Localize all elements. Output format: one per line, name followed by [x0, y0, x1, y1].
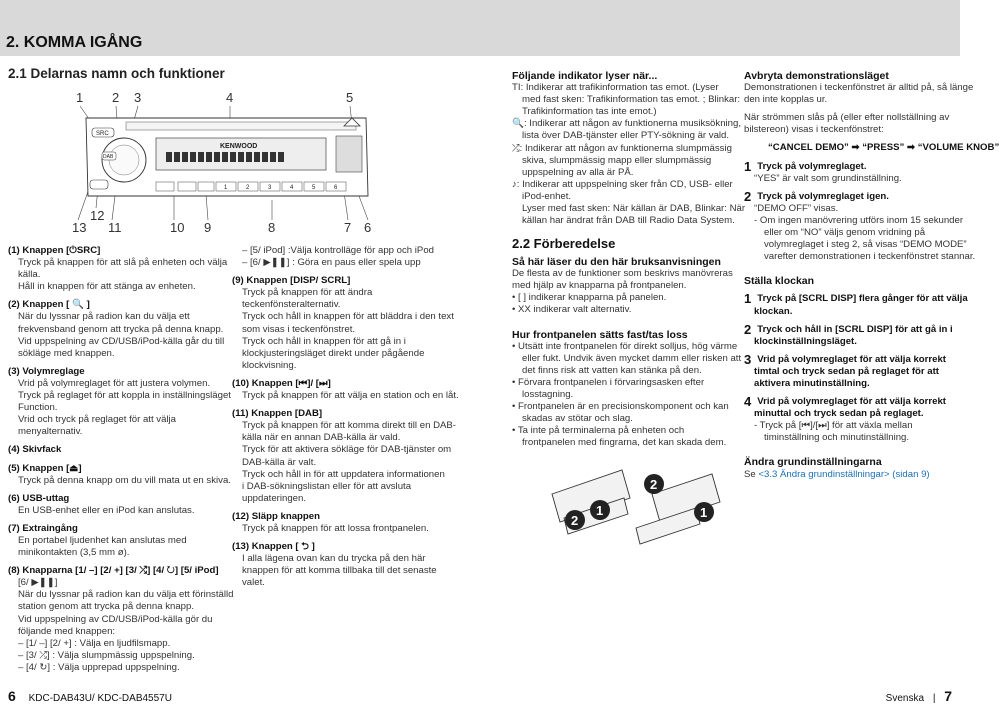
clock-title: Ställa klockan	[744, 275, 815, 288]
callout-4: 4	[226, 90, 234, 105]
callout-12: 12	[90, 208, 105, 223]
model-number: KDC-DAB43U/ KDC-DAB4557U	[28, 693, 172, 704]
usb-cover	[336, 136, 362, 172]
footer-right: Svenska | 7	[885, 688, 952, 704]
preparation-section: 2.2 Förberedelse Så här läser du den här bruksanvisningen De flesta av de funktioner som beskrivs manövreras med hjälp av knapparna på frontpanelen. • [ ] indikerar knapparna på panelen. • XX indikerar valt alternativ. Hur frontpanelen sätts fast/tas loss • Utsätt inte frontpanelen för direkt solljus, hög värme eller fukt. Undvik även mycket damm eller risken att det finns risk att vatten kan stänka på den. • Förvara frontpanelen i förvaringsasken efter losstagning. • Frontpanelen är en precisionskomponent och kan skadas av stötar och slag. • Ta inte på terminalerna på enheten och frontpanelen med fingrarna, det kan skada dem.	[512, 236, 742, 449]
callout-5: 5	[346, 90, 354, 105]
callout-13: 13	[72, 220, 87, 235]
indicators-col3: Följande indikator lyser när... TI: Indikerar att trafikinformation tas emot. (Lyser med fast sken: Trafikinformation tas emot. ; Blinkar: Trafikinformation tas inte emot.) 🔍: Indikerar att någon av funktionerna musiksökning, lista över DAB-tjänster eller PTY-sökning är vald. ⤮: Indikerar att någon av funktionerna slumpmässig skiva, slumpmässig mapp eller slumpmässig uppspelning av alla är PÅ. ♪: Indikerar att uppspelning sker från CD, USB- eller iPod-enhet. Lyser med fast sken: När källan är DAB, Blinkar: När källan har ändrat från DAB till Radio Data System.	[512, 70, 746, 227]
release-button	[90, 180, 108, 189]
callout-7: 7	[344, 220, 352, 235]
brand-logo: KENWOOD	[220, 143, 258, 150]
demo-sequence: “CANCEL DEMO” ➡ “PRESS” ➡ “VOLUME KNOB”	[768, 142, 999, 154]
read-manual-title: Så här läser du den här bruksanvisningen	[512, 256, 721, 269]
clock-step-1: 1 Tryck på [SCRL DISP] flera gånger för att välja	[744, 291, 968, 307]
indicator-title: Följande indikator lyser när...	[512, 70, 658, 82]
callout-6: 6	[364, 220, 372, 235]
demo-step-2: 2 Tryck på volymreglaget igen.	[744, 188, 889, 204]
illus-num-2b: 2	[650, 477, 658, 492]
clock-step-4: 4 Vrid på volymreglaget för att välja korrekt	[744, 394, 946, 410]
svg-text:1: 1	[224, 185, 228, 191]
clock-step-3: 3 Vrid på volymreglaget för att välja korrekt	[744, 351, 946, 367]
callout-10: 10	[170, 220, 185, 235]
illus-num-2a: 2	[571, 513, 579, 528]
demo-clock-col4: Avbryta demonstrationsläget Demonstrationen i teckenfönstret är alltid på, så länge den inte kopplas ur. När strömmen slås på (eller efter nollställning av bilstereon) visas i teckenfönstret: “CANCEL DEMO” ➡ “PRESS” ➡ “VOLUME KNOB” 1 Tryck på volymreglaget. “YES” är valt som grundinställning. 2 Tryck på volymreglaget igen. “DEMO OFF” visas. - Om ingen manövrering utförs inom 15 sekunder eller om “NO” väljs genom vridning på volymreglaget i steg 2, så visas “DEMO MODE” varefter demonstrationen i teckenfönstret stannar. Ställa klockan 1 Tryck på [SCRL DISP] flera gånger för att välja klockan. 2 Tryck och håll in [SCRL DISP] för att gå in i klockinställningsläget. 3 Vrid på volymreglaget för att välja korrekt timtal och tryck sedan på reglaget för att aktivera minutinställning. 4 Vrid på volymreglaget för att välja korrekt minuttal och tryck sedan på reglaget. - Tryck på [⏮]/[⏭] för att växla mellan timinställning och minutinställning. Ändra grundinställningarna Se <3.3 Ändra grundinställningar> (sidan 9)	[744, 70, 999, 480]
svg-text:4: 4	[290, 185, 294, 191]
page-number-left: 6	[8, 688, 16, 704]
illus-num-1a: 1	[596, 503, 604, 518]
stereo-faceplate	[86, 118, 368, 196]
callout-11: 11	[108, 220, 122, 235]
demo-title: Avbryta demonstrationsläget	[744, 70, 889, 82]
faceplate-attach-illustration	[512, 458, 732, 558]
page-number-right: 7	[944, 688, 952, 704]
parts-list-col1: (1) Knappen [⏻SRC] Tryck på knappen för att slå på enheten och välja källa. Håll in knappen för att stänga av enheten. (2) Knappen [ 🔍 ] När du lyssnar på radion kan du välja ett frekvensband genom att trycka på denna knapp. Vid uppspelning av CD/USB/iPod-källa går du till sökläge med knappen. (3) Volymreglage Vrid på volymreglaget för att justera volymen. Tryck på reglaget för att koppla in inställningsläget Function. Vrid och tryck på reglaget för att välja menyalternativ. (4) Skivfack (5) Knappen [⏏] Tryck på denna knapp om du vill mata ut en skiva. (6) USB-uttag En USB-enhet eller en iPod kan anslutas. (7) Extraingång En portabel ljudenhet kan anslutas med minikontakten (3,5 mm ø). (8) Knapparna [1/ –] [2/ +] [3/ ⤮] [4/ ↻] [5/ iPod] [6/ ▶❚❚] När du lyssnar på radion kan du välja ett förinställd station genom att trycka på denna knapp. Vid uppspelning av CD/USB/iPod-källa gör du följande med knappen: – [1/ –] [2/ +] : Välja en ljudfilsmapp. – [3/ ⤮] : Välja slumpmässig uppspelning. – [4/ ↻] : Välja upprepad uppspelning.	[8, 245, 234, 673]
segment-display	[166, 152, 284, 162]
basic-settings-title: Ändra grundinställningarna	[744, 456, 882, 469]
callout-2: 2	[112, 90, 120, 105]
illus-num-1b: 1	[700, 505, 708, 520]
chapter-title: 2. KOMMA IGÅNG	[6, 34, 143, 51]
svg-text:2: 2	[246, 185, 250, 191]
basic-settings-link[interactable]: <3.3 Ändra grundinställningar> (sidan 9)	[758, 468, 930, 480]
parts-list-col2: – [5/ iPod] :Välja kontrolläge för app och iPod – [6/ ▶❚❚] : Göra en paus eller spela upp (9) Knappen [DISP/ SCRL] Tryck på knappen för att ändra teckenfönsteralternativ. Tryck och håll in knappen för att bläddra i den text som visas i teckenfönstret. Tryck och håll in knappen för att gå in i klockjusteringsläget direkt under pågående klockvisning. (10) Knappen [⏮]/ [⏭] Tryck på knappen för att välja en station och en låt. (11) Knappen [DAB] Tryck på knappen för att komma direkt till en DAB- källa när en annan DAB-källa är vald. Tryck för att aktivera sökläge för DAB-tjänster om DAB-källa är valt. Tryck och håll in för att uppdatera informationen i DAB-sökningslistan eller för att avsluta uppdateringen. (12) Släpp knappen Tryck på knappen för att lossa frontpanelen. (13) Knappen [ ⮌ ] I alla lägena ovan kan du trycka på den här knappen för att komma tillbaka till det senaste valet.	[232, 245, 459, 589]
svg-text:5: 5	[312, 185, 316, 191]
disp-button	[198, 182, 214, 191]
next-button	[178, 182, 196, 191]
callout-3: 3	[134, 90, 142, 105]
callout-9: 9	[204, 220, 212, 235]
demo-step-1: 1 Tryck på volymreglaget.	[744, 158, 867, 174]
callout-8: 8	[268, 220, 276, 235]
svg-text:3: 3	[268, 185, 272, 191]
car-stereo-diagram	[6, 88, 406, 238]
svg-text:6: 6	[334, 185, 338, 191]
faceplate-care-title: Hur frontpanelen sätts fast/tas loss	[512, 328, 688, 341]
section-title: 2.1 Delarnas namn och funktioner	[8, 66, 225, 81]
svg-text:SRC: SRC	[96, 131, 109, 137]
svg-text:DAB: DAB	[103, 154, 114, 160]
callout-1: 1	[76, 90, 84, 105]
section-header-bar	[0, 0, 960, 56]
footer-left	[8, 688, 172, 704]
preparation-title: 2.2 Förberedelse	[512, 236, 616, 251]
clock-step-2: 2 Tryck och håll in [SCRL DISP] för att gå in i	[744, 321, 953, 337]
prev-button	[156, 182, 174, 191]
language-label: Svenska	[885, 693, 925, 704]
disc-slot	[126, 122, 356, 130]
